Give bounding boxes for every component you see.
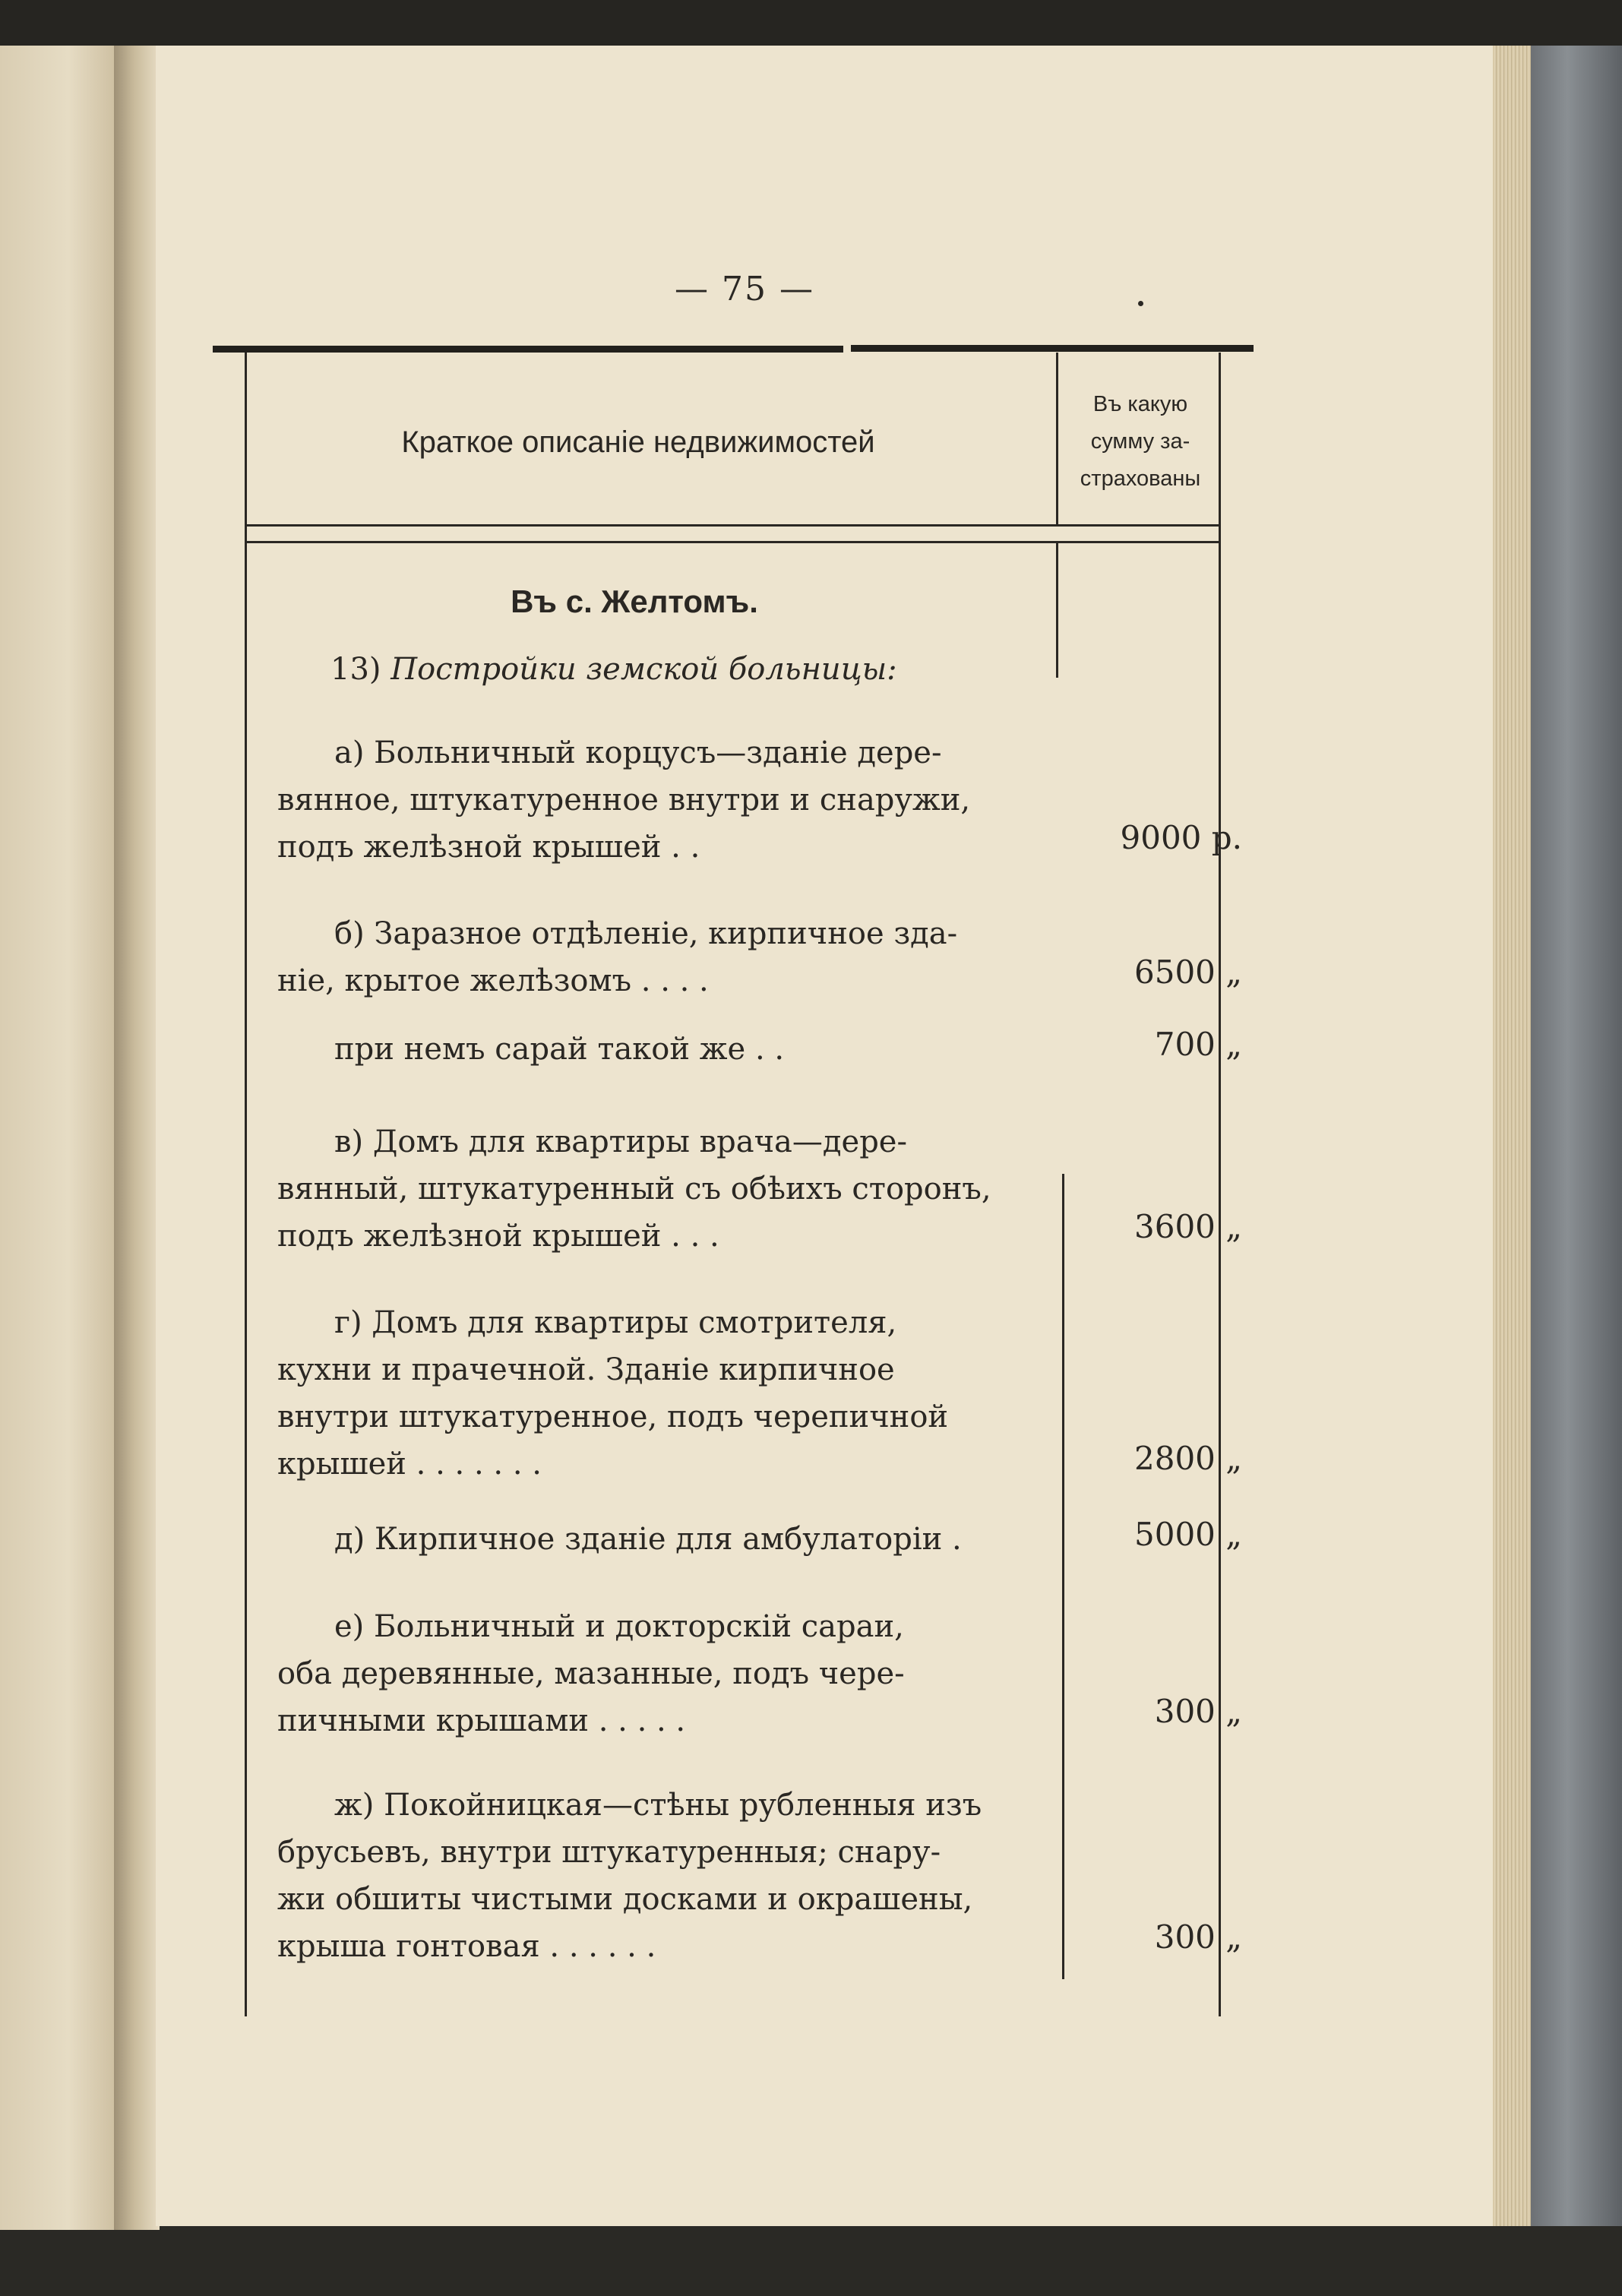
ink-speck <box>1138 301 1143 306</box>
entry-line: подъ желѣзной крышей . . <box>277 830 700 865</box>
column-header-amount <box>1060 386 1221 498</box>
entry-d-amount: 5000 „ <box>1134 1516 1242 1553</box>
entry-line: вянное, штукатуренное внутри и снаружи, <box>277 783 971 818</box>
book-cover <box>1531 46 1622 2226</box>
header-amount-line: страхованы <box>1080 466 1201 491</box>
entry-line: оба деревянные, мазанные, подъ чере- <box>277 1656 905 1691</box>
page-edges <box>1493 46 1531 2226</box>
entry-b-shed <box>277 1026 1045 1073</box>
entry-a-amount: 9000 р. <box>1120 819 1242 856</box>
entry-a <box>277 729 1045 871</box>
header-amount-line: сумму за- <box>1090 429 1190 454</box>
entry-line: жи обшиты чистыми досками и окрашены, <box>277 1882 973 1917</box>
entry-line: в) Домъ для квартиры врача—дере- <box>334 1124 907 1159</box>
entry-d <box>277 1516 1045 1563</box>
entry-v-amount: 3600 „ <box>1134 1208 1242 1245</box>
body-column-divider-1 <box>1056 541 1058 678</box>
entry-b-amount: 6500 „ <box>1134 954 1242 991</box>
entry-line: крышей . . . . . . . <box>277 1447 542 1482</box>
subsection-title: Постройки земской больницы: <box>390 652 897 687</box>
entry-line: пичными крышами . . . . . <box>277 1703 686 1738</box>
entry-zh-amount: 300 „ <box>1154 1918 1242 1956</box>
table-right-border <box>1219 353 1221 2016</box>
top-rule-right <box>851 345 1254 352</box>
body-column-divider-2 <box>1062 1174 1064 1979</box>
entry-line: кухни и прачечной. Зданіе кирпичное <box>277 1352 895 1387</box>
entry-line: крыша гонтовая . . . . . . <box>277 1929 656 1964</box>
entry-line: внутри штукатуренное, подъ черепичной <box>277 1399 949 1434</box>
entry-line: г) Домъ для квартиры смотрителя, <box>334 1305 897 1340</box>
entry-line: а) Больничный корцусъ—зданіе дере- <box>334 735 942 770</box>
subsection-number: 13) <box>330 652 381 687</box>
entry-v <box>277 1118 1045 1260</box>
entry-line: е) Больничный и докторскій сараи, <box>334 1609 904 1644</box>
column-header-description: Краткое описаніе недвижимостей <box>401 425 875 459</box>
entry-e <box>277 1603 1045 1744</box>
entry-line: ніе, крытое желѣзомъ . . . . <box>277 963 709 998</box>
entry-line: при немъ сарай такой же . . <box>334 1032 785 1067</box>
entry-line: д) Кирпичное зданіе для амбулаторіи . <box>334 1522 962 1557</box>
entry-line: брусьевъ, внутри штукатуренныя; снару- <box>277 1835 941 1870</box>
entry-line: вянный, штукатуренный съ обѣихъ сторонъ, <box>277 1172 991 1207</box>
scanner-bottom-edge <box>0 2230 1622 2296</box>
scanner-top-edge <box>0 0 1622 46</box>
book-gutter <box>114 46 160 2234</box>
entry-g <box>277 1299 1045 1488</box>
entry-e-amount: 300 „ <box>1154 1693 1242 1730</box>
header-amount-line: Въ какую <box>1092 392 1188 416</box>
top-rule-left <box>213 346 843 353</box>
entry-b-shed-amount: 700 „ <box>1154 1026 1242 1063</box>
entry-line: б) Заразное отдѣленіе, кирпичное зда- <box>334 916 958 951</box>
header-rule-2 <box>245 541 1221 543</box>
header-rule-1 <box>245 524 1221 527</box>
entry-g-amount: 2800 „ <box>1134 1440 1242 1477</box>
header-column-divider <box>1056 353 1058 526</box>
entry-zh <box>277 1782 1045 1970</box>
entry-line: ж) Покойницкая—стѣны рубленныя изъ <box>334 1788 982 1823</box>
subsection-heading <box>330 652 897 687</box>
entry-line: подъ желѣзной крышей . . . <box>277 1219 719 1254</box>
page-number: — 75 — <box>675 270 814 308</box>
table-left-border <box>245 353 247 2016</box>
previous-page-edge <box>0 46 114 2234</box>
entry-b <box>277 910 1045 1004</box>
section-title: Въ с. Желтомъ. <box>511 583 758 619</box>
